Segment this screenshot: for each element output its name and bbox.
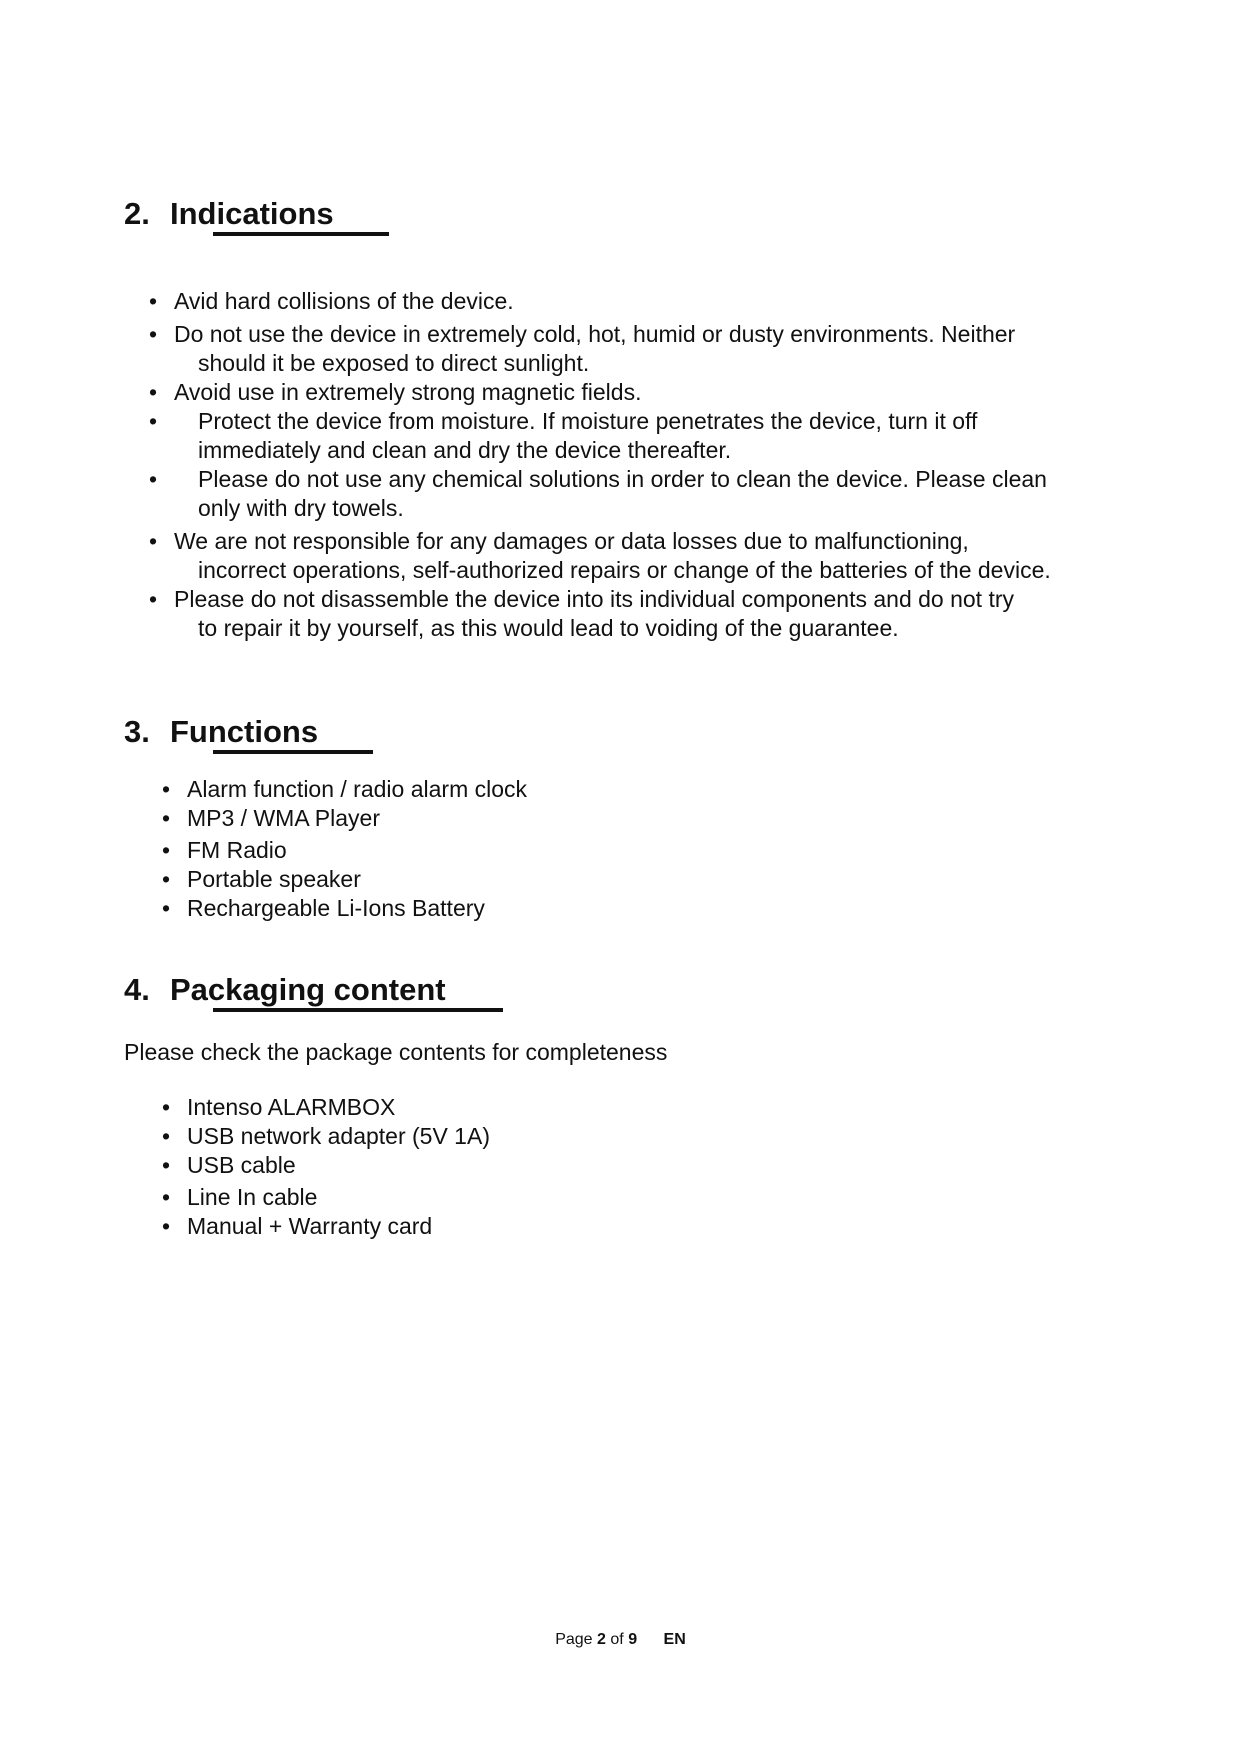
list-item: • We are not responsible for any damages or data losses due to malfunctioning, incorrect operations, self-authorized repairs or change of the batteries of the device. — [124, 527, 1124, 585]
list-item: • Alarm function / radio alarm clock — [137, 775, 527, 804]
language-code: EN — [663, 1631, 686, 1648]
page-label: Page — [555, 1631, 593, 1648]
list-item: • Please do not disassemble the device into its individual components and do not try to repair it by yourself, as this would lead to voiding of the guarantee. — [124, 585, 1124, 643]
heading-underline — [213, 750, 373, 754]
packaging-intro: Please check the package contents for completeness — [124, 1039, 668, 1065]
list-item: • FM Radio — [137, 836, 527, 865]
list-item: • Rechargeable Li-Ions Battery — [137, 894, 527, 923]
list-item: • Please do not use any chemical solutions in order to clean the device. Please clean only with dry towels. — [124, 465, 1124, 523]
section-number: 4. — [124, 972, 150, 1007]
list-item: • Intenso ALARMBOX — [137, 1093, 490, 1122]
page-footer — [0, 1631, 1241, 1649]
section-title: Functions — [170, 714, 319, 749]
page-current: 2 — [597, 1631, 606, 1648]
list-item: • Avid hard collisions of the device. — [124, 287, 1124, 316]
section-title: Packaging content — [170, 972, 446, 1007]
list-item: • Manual + Warranty card — [137, 1212, 490, 1241]
heading-underline — [213, 232, 389, 236]
packaging-list — [137, 1093, 490, 1241]
heading-functions — [124, 714, 318, 750]
section-title: Indications — [170, 196, 334, 231]
section-number: 3. — [124, 714, 150, 749]
list-item: • Line In cable — [137, 1183, 490, 1212]
section-number: 2. — [124, 196, 150, 231]
list-item: • Do not use the device in extremely cold, hot, humid or dusty environments. Neither should it be exposed to direct sunlight. — [124, 320, 1124, 378]
heading-packaging — [124, 972, 446, 1008]
list-item: • MP3 / WMA Player — [137, 804, 527, 833]
functions-list — [137, 775, 527, 923]
of-label: of — [610, 1631, 624, 1648]
page-total: 9 — [628, 1631, 638, 1648]
heading-underline — [213, 1008, 503, 1012]
heading-indications — [124, 196, 334, 232]
indications-list — [124, 287, 1124, 643]
list-item: • Protect the device from moisture. If moisture penetrates the device, turn it off immediately and clean and dry the device thereafter. — [124, 407, 1124, 465]
list-item: • USB cable — [137, 1151, 490, 1180]
list-item: • Portable speaker — [137, 865, 527, 894]
list-item: • Avoid use in extremely strong magnetic fields. — [124, 378, 1124, 407]
list-item: • USB network adapter (5V 1A) — [137, 1122, 490, 1151]
